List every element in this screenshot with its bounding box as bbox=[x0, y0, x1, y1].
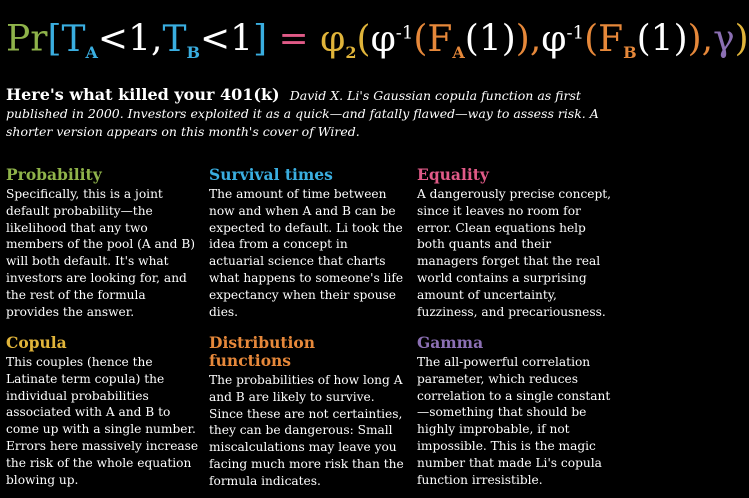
section-distribution-functions bbox=[209, 334, 409, 490]
formula-one-a: (1) bbox=[464, 18, 516, 60]
formula-lt-one-b: <1 bbox=[199, 18, 254, 60]
section-text: A dangerously precise concept, since it leaves no room for error. Clean equations help both quants and their managers forget that the real world contains a surprising amount of uncertainty, fuzziness, and precariousness. bbox=[417, 187, 612, 319]
formula-close-b: ), bbox=[687, 18, 714, 60]
section-text: This couples (hence the Latinate term copula) the individual probabilities associated with A and B to come up with a single number. Errors here massively increase the risk of the whole equation blowing up. bbox=[6, 355, 199, 487]
section-text: Specifically, this is a joint default probability—the likelihood that any two members of the pool (A and B) will both default. It's what investors are looking for, and the rest of the formula provides the answer. bbox=[6, 187, 196, 319]
formula-probability: Pr bbox=[6, 18, 48, 60]
section-survival-times bbox=[209, 166, 405, 320]
formula-paren-a: ( bbox=[413, 18, 428, 60]
formula-t-b: T bbox=[162, 18, 187, 60]
formula-bracket-close: ] bbox=[253, 18, 268, 60]
formula-phi-inverse-b: $\varphi^{-1}$ bbox=[541, 18, 585, 60]
formula-gamma: γ bbox=[713, 18, 735, 60]
section-title: Equality bbox=[417, 165, 489, 184]
headline: Here's what killed your 401(k) bbox=[6, 85, 280, 104]
section-probability bbox=[6, 166, 202, 320]
section-gamma bbox=[417, 334, 622, 488]
copula-formula bbox=[6, 4, 749, 62]
formula-distribution-a: $F_A$ bbox=[427, 18, 465, 62]
formula-paren-open: ( bbox=[356, 18, 371, 60]
section-text: The amount of time between now and when A and B can be expected to default. Li took the idea from a concept in actuarial science that charts what happens to someone's life expectancy when their spouse dies. bbox=[209, 187, 404, 319]
formula-one-b: (1) bbox=[636, 18, 688, 60]
formula-sub-b: B bbox=[186, 42, 200, 62]
formula-survival-time-b bbox=[162, 19, 200, 60]
intro-description: David X. Li's Gaussian copula function as first published in 2000. Investors exploited it as a quick—and fatally flawed—way to assess risk. A shorter version appears on this month's cover of Wired. bbox=[6, 88, 599, 139]
formula-sub-a: A bbox=[85, 42, 98, 62]
formula-close-a: ), bbox=[515, 18, 542, 60]
section-title: Distribution functions bbox=[209, 333, 316, 370]
formula-bracket-open: [ bbox=[47, 18, 62, 60]
formula-paren-b: ( bbox=[584, 18, 599, 60]
formula-phi: φ bbox=[320, 18, 346, 60]
formula-survival-time-a bbox=[61, 19, 97, 60]
section-equality bbox=[417, 166, 613, 320]
section-text: The probabilities of how long A and B are likely to survive. Since these are not certainties, they can be dangerous: Small miscalculations may leave you facing much more risk than the formula indicates. bbox=[209, 373, 404, 488]
formula-phi-inverse-a: $\varphi^{-1}$ bbox=[370, 18, 414, 60]
formula-t-a: T bbox=[61, 18, 86, 60]
formula-sub-2: 2 bbox=[345, 42, 357, 62]
section-copula bbox=[6, 334, 202, 488]
intro-text bbox=[6, 86, 622, 141]
formula-copula bbox=[320, 19, 370, 60]
definitions-grid bbox=[6, 166, 626, 496]
formula-paren-close: ) bbox=[734, 18, 749, 60]
formula-equals: = bbox=[267, 18, 321, 60]
section-title: Gamma bbox=[417, 333, 484, 352]
section-title: Survival times bbox=[209, 165, 333, 184]
formula-lt-one-a: <1, bbox=[97, 18, 163, 60]
section-title: Probability bbox=[6, 165, 102, 184]
section-title: Copula bbox=[6, 333, 67, 352]
formula-distribution-b: $F_B$ bbox=[598, 18, 637, 62]
section-text: The all-powerful correlation parameter, which reduces correlation to a single constant—something that should be highly improbable, if not impossible. This is the magic number that made Li's copula function irresistible. bbox=[417, 355, 611, 487]
